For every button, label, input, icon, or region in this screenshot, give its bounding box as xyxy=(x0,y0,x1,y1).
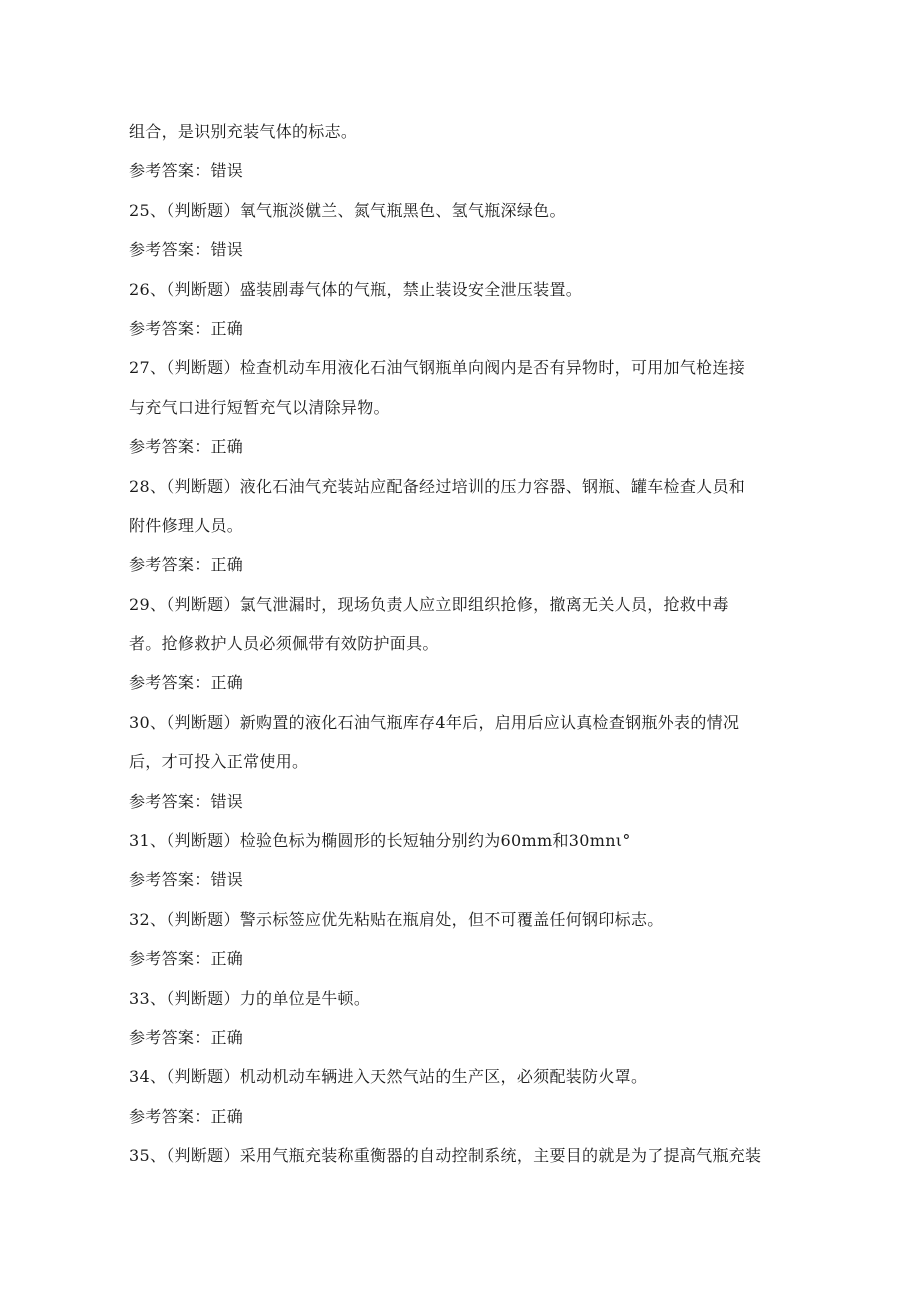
question-line: 33、（判断题）力的单位是牛顿。 xyxy=(129,988,371,1008)
document-body xyxy=(129,112,809,1176)
answer-line: 参考答案：错误 xyxy=(129,240,244,260)
question-line: 31、（判断题）检验色标为椭圆形的长短轴分别约为60mm和30mnι° xyxy=(129,831,631,851)
answer-line: 参考答案：正确 xyxy=(129,318,244,338)
answer-line: 参考答案：正确 xyxy=(129,1027,244,1047)
question-line: 27、（判断题）检查机动车用液化石油气钢瓶单向阀内是否有异物时，可用加气枪连接 xyxy=(129,358,746,378)
answer-line: 参考答案：正确 xyxy=(129,1106,244,1126)
question-line-continued: 与充气口进行短暂充气以清除异物。 xyxy=(129,397,390,417)
question-line: 28、（判断题）液化石油气充装站应配备经过培训的压力容器、钢瓶、罐车检查人员和 xyxy=(129,476,746,496)
question-line: 35、（判断题）采用气瓶充装称重衡器的自动控制系统，主要目的就是为了提高气瓶充装 xyxy=(129,1146,762,1166)
question-line-continued: 后，才可投入正常使用。 xyxy=(129,752,309,772)
question-line: 25、（判断题）氧气瓶淡僦兰、氮气瓶黑色、氢气瓶深绿色。 xyxy=(129,200,566,220)
answer-line: 参考答案：正确 xyxy=(129,673,244,693)
question-line: 34、（判断题）机动机动车辆进入天然气站的生产区，必须配装防火罩。 xyxy=(129,1067,648,1087)
answer-line: 参考答案：错误 xyxy=(129,870,244,890)
text-line: 组合，是识别充装气体的标志。 xyxy=(129,122,358,141)
answer-line: 参考答案：正确 xyxy=(129,437,244,457)
answer-line: 参考答案：错误 xyxy=(129,791,244,811)
question-line: 32、（判断题）警示标签应优先粘贴在瓶肩处，但不可覆盖任何钢印标志。 xyxy=(129,909,664,929)
answer-line: 参考答案：错误 xyxy=(129,161,244,181)
question-line: 30、（判断题）新购置的液化石油气瓶库存4年后，启用后应认真检查钢瓶外表的情况 xyxy=(129,712,740,732)
question-line: 29、（判断题）氯气泄漏时，现场负责人应立即组织抢修，撤离无关人员，抢救中毒 xyxy=(129,594,729,614)
answer-line: 参考答案：正确 xyxy=(129,949,244,969)
question-line-continued: 者。抢修救护人员必须佩带有效防护面具。 xyxy=(129,634,439,654)
question-line: 26、（判断题）盛装剧毒气体的气瓶，禁止装设安全泄压装置。 xyxy=(129,279,583,299)
question-line-continued: 附件修理人员。 xyxy=(129,515,244,535)
answer-line: 参考答案：正确 xyxy=(129,555,244,575)
